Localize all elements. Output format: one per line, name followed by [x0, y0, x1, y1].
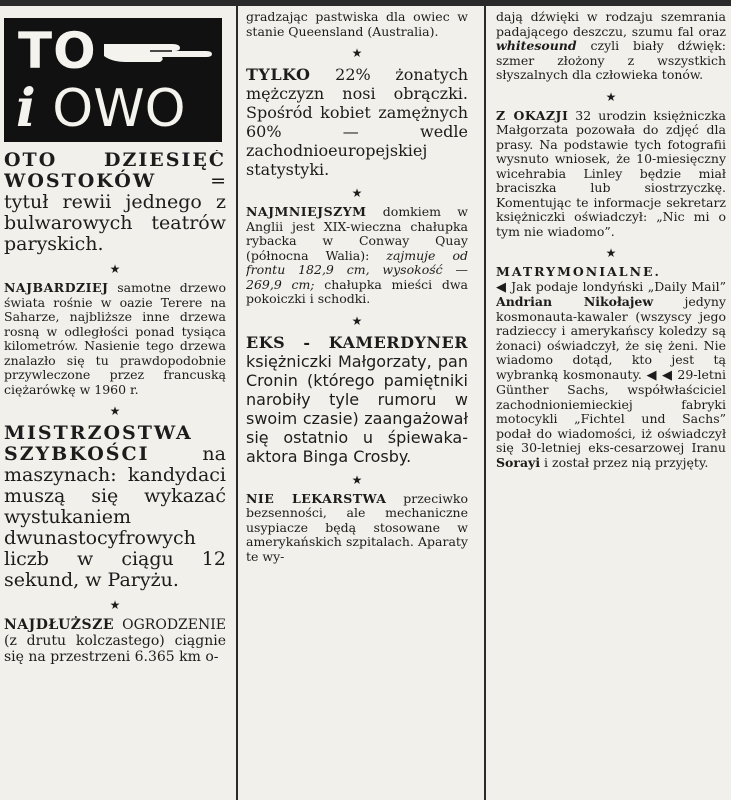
star-separator: ★ — [351, 472, 363, 487]
item-text: = tytuł rewii jednego z bulwarowych teatrów paryskich. — [4, 170, 226, 255]
arrow-left-icon: ◀ — [496, 279, 507, 295]
item-malgorzata — [496, 109, 726, 240]
item-head: Z OKAZJI — [496, 107, 569, 123]
item-text: przeciwko bezsenności, ale mechaniczne usypiacze będą stosowane w amerykańskich szpitalach. Aparaty te wy- — [246, 490, 468, 564]
item-text: gradzając pastwiska dla owiec w stanie Queensland (Australia). — [246, 10, 468, 39]
item-head: NAJDŁUŻSZE — [4, 617, 115, 633]
item-text: 29-letni Günther Sachs, współwłaściciel zachodnioniemieckiej fabryki motocykli „Fichtel und Sachs” podał do wiadomości, iż oświadczył się 30-letniej eks-cesarzowej Iranu — [496, 366, 726, 455]
arrow-left-icon: ◀ — [646, 367, 658, 383]
star-separator: ★ — [605, 246, 617, 260]
item-text: na maszynach: kandydaci muszą się wykazać wystukaniem dwunastocyfrowych liczb w ciągu 12 sekund, w Paryżu. — [4, 443, 226, 591]
column-logo — [4, 18, 222, 142]
item-text: jedyny kosmonauta-kawaler (wszyscy jego radzieccy i amerykańscy koledzy są żonaci) oświadczył, że się żeni. Nie wiadomo dotąd, kto jest tą wybranką kosmonauty. — [496, 294, 726, 382]
star-separator: ★ — [351, 313, 363, 328]
item-text: OGRODZENIE (z drutu kolczastego) ciągnie się na przestrzeni 6.365 km o- — [4, 617, 226, 665]
item-domek — [246, 205, 468, 307]
item-obraczki — [246, 65, 468, 179]
item-text: Jak podaje londyński „Daily Mail” — [506, 278, 726, 294]
item-head: MATRYMONIALNE. — [496, 264, 661, 279]
logo-text-owo: OWO — [52, 79, 186, 139]
item-queensland — [246, 10, 468, 39]
logo-text-i-owo — [16, 78, 186, 139]
item-text: i został przez nią przyjęty. — [540, 454, 709, 470]
item-head: TYLKO — [246, 65, 311, 84]
item-lekarstwa — [246, 492, 468, 565]
item-text: domkiem w Anglii jest XIX-wieczna chałupka rybacka w Conway Quay (północna Walia): — [246, 204, 468, 263]
item-text: dają dźwięki w rodzaju szemrania padającego deszczu, szumu fal oraz — [496, 10, 726, 39]
item-ogrodzenie — [4, 617, 226, 665]
pointing-hand-icon — [102, 30, 214, 70]
star-separator: ★ — [351, 46, 363, 60]
item-head: NIE LEKARSTWA — [246, 490, 387, 506]
item-text: 22% żonatych mężczyzn nosi obrączki. Spośród kobiet zamężnych 60% — wedle zachodnioeuropejskiej statystyki. — [246, 65, 468, 179]
person-name: Andrian Nikołajew — [496, 294, 654, 309]
item-whitesound — [496, 10, 726, 83]
item-matrymonialne — [496, 265, 726, 470]
column-2 — [246, 10, 468, 800]
item-text-tail: czyli biały dźwięk: szmer złożony z wszystkich słyszalnych dla człowieka tonów. — [496, 38, 726, 82]
star-separator: ★ — [109, 404, 121, 418]
star-separator: ★ — [109, 262, 121, 276]
item-wostokow — [4, 150, 226, 255]
star-separator: ★ — [109, 598, 121, 612]
person-name: Sorayi — [496, 454, 541, 470]
top-rule — [0, 0, 731, 6]
column-1 — [4, 150, 226, 800]
item-head: EKS - KAMERDYNER — [246, 332, 468, 352]
star-separator: ★ — [351, 186, 363, 200]
item-head: OTO DZIESIĘĆ WOSTOKÓW — [4, 150, 226, 192]
column-rule — [484, 6, 486, 800]
item-kamerdyner — [246, 333, 468, 466]
item-head: NAJMNIEJSZYM — [246, 204, 367, 219]
item-text: księżniczki Małgorzaty, pan Cronin (którego pamiętniki narobiły tyle rumoru w swoim czasie) zaangażował się ostatnio u śpiewaka-aktora Binga Crosby. — [246, 351, 468, 466]
logo-text-to: TO — [18, 22, 97, 80]
column-3 — [496, 10, 726, 800]
item-head: MISTRZOSTWA SZYBKOŚCI — [4, 422, 193, 465]
item-drzewo — [4, 281, 226, 397]
item-text: samotne drzewo świata rośnie w oazie Terere na Saharze, najbliższe inne drzewa rosną w odległości ponad tysiąca kilometrów. Nasienie tego drzewa znalazło się tu prawdopodobnie przywleczone przez francuską ciężarówkę w 1960 r. — [4, 280, 226, 397]
item-emphasis: whitesound — [496, 38, 577, 53]
item-text-tail: chałupka mieści dwa pokoiczki i schodki. — [246, 276, 468, 306]
column-rule — [236, 6, 238, 800]
item-emphasis: zajmuje od frontu 182,9 cm, wysokość — 269,9 cm; — [246, 247, 468, 292]
logo-text-i: i — [16, 78, 36, 139]
star-separator: ★ — [605, 89, 617, 104]
item-head: NAJBARDZIEJ — [4, 280, 109, 295]
item-text: 32 urodzin księżniczka Małgorzata pozowała do zdjęć dla prasy. Na podstawie tych fotografii wysnuto wniosek, że 10-miesięczny wicehrabia Linley będzie miał braciszka lub siostrzyczkę. Komentując te informacje sekretarz księżniczki oświadczył: „Nic mi o tym nie wiadomo”. — [496, 107, 726, 239]
item-mistrzostwa — [4, 423, 226, 591]
arrow-left-icon: ◀ — [661, 367, 673, 383]
